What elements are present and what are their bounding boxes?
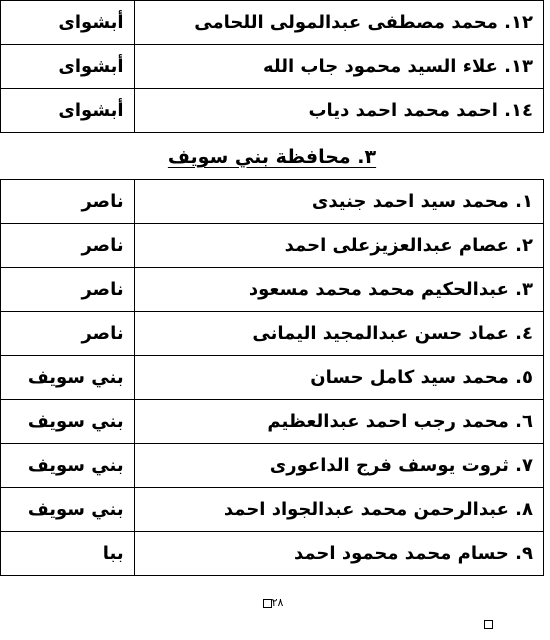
city-cell: ناصر: [1, 312, 135, 356]
name-cell: ١. محمد سيد احمد جنيدى: [134, 180, 543, 224]
name-cell: ٨. عبدالرحمن محمد عبدالجواد احمد: [134, 488, 543, 532]
page-number: [0, 596, 544, 609]
table-row: [1, 356, 544, 400]
table-row: [1, 180, 544, 224]
section-heading: [0, 140, 544, 174]
city-cell: بني سويف: [1, 356, 135, 400]
name-cell: ٥. محمد سيد كامل حسان: [134, 356, 543, 400]
name-cell: ١٤. احمد محمد احمد دياب: [134, 89, 543, 133]
city-cell: ناصر: [1, 268, 135, 312]
page-number-text: ٢٨: [271, 596, 284, 609]
members-table-top: [0, 0, 544, 133]
table-row: [1, 268, 544, 312]
table-row: [1, 224, 544, 268]
table-row: [1, 444, 544, 488]
table-row: [1, 45, 544, 89]
city-cell: ناصر: [1, 224, 135, 268]
members-table-bottom: [0, 179, 544, 576]
name-cell: ٢. عصام عبدالعزيزعلى احمد: [134, 224, 543, 268]
city-cell: أبشواى: [1, 45, 135, 89]
city-cell: ببا: [1, 532, 135, 576]
table-row: [1, 400, 544, 444]
name-cell: ٣. عبدالحكيم محمد محمد مسعود: [134, 268, 543, 312]
city-cell: أبشواى: [1, 89, 135, 133]
page-marker-box: [263, 599, 272, 608]
table-row: [1, 312, 544, 356]
corner-marker-box: [484, 620, 493, 629]
table-row: [1, 1, 544, 45]
city-cell: بني سويف: [1, 444, 135, 488]
table-row: [1, 89, 544, 133]
name-cell: ٤. عماد حسن عبدالمجيد اليمانى: [134, 312, 543, 356]
section-heading-text: ٣. محافظة بني سويف: [167, 146, 377, 168]
name-cell: ٧. ثروت يوسف فرج الداعورى: [134, 444, 543, 488]
name-cell: ٩. حسام محمد محمود احمد: [134, 532, 543, 576]
city-cell: بني سويف: [1, 488, 135, 532]
name-cell: ١٢. محمد مصطفى عبدالمولى اللحامى: [134, 1, 543, 45]
table-row: [1, 488, 544, 532]
table-row: [1, 532, 544, 576]
city-cell: بني سويف: [1, 400, 135, 444]
name-cell: ٦. محمد رجب احمد عبدالعظيم: [134, 400, 543, 444]
city-cell: أبشواى: [1, 1, 135, 45]
city-cell: ناصر: [1, 180, 135, 224]
name-cell: ١٣. علاء السيد محمود جاب الله: [134, 45, 543, 89]
